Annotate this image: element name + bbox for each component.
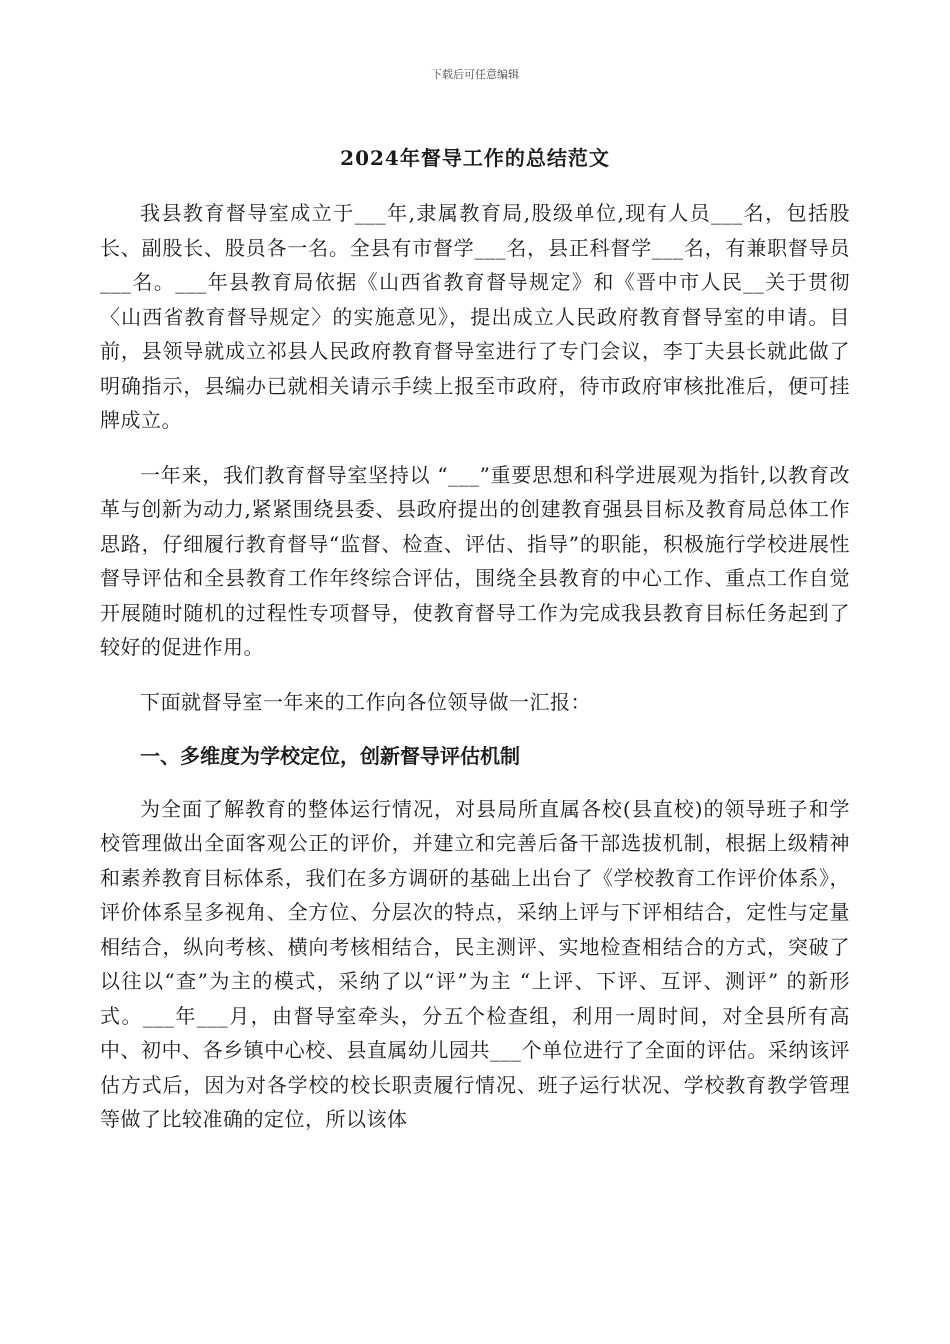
section-heading-1: 一、多维度为学校定位，创新督导评估机制: [140, 744, 520, 768]
document-title: 2024年督导工作的总结范文: [340, 146, 610, 170]
paragraph-overview: 一年来，我们教育督导室坚持以 “___”重要思想和科学进展观为指针,以教育改革与创新为动力,紧紧围绕县委、县政府提出的创建教育强县目标及教育局总体工作思路，仔细履行教育督导“监督、检查、评估、指导”的职能，积极施行学校进展性督导评估和全县教育工作年终综合评估，围绕全县教育的中心工作、重点工作自觉开展随时随机的过程性专项督导，使教育督导工作为完成我县教育目标任务起到了较好的促进作用。: [100, 462, 850, 659]
header-note: 下载后可任意编辑: [431, 68, 519, 81]
document-body: [100, 196, 850, 1157]
paragraph-report-lead: 下面就督导室一年来的工作向各位领导做一汇报：: [140, 689, 591, 714]
paragraph-section-1: 为全面了解教育的整体运行情况，对县局所直属各校(县直校)的领导班子和学校管理做出全面客观公正的评价，并建立和完善后备干部选拔机制，根据上级精神和素养教育目标体系，我们在多方调研的基础上出台了《学校教育工作评价体系》，评价体系呈多视角、全方位、分层次的特点，采纳上评与下评相结合，定性与定量相结合，纵向考核、横向考核相结合，民主测评、实地检查相结合的方式，突破了以往以“查”为主的模式，采纳了以“评”为主 “上评、下评、互评、测评” 的新形式。___年___月，由督导室牵头，分五个检查组，利用一周时间，对全县所有高中、初中、各乡镇中心校、县直属幼儿园共___个单位进行了全面的评估。采纳该评估方式后，因为对各学校的校长职责履行情况、班子运行状况、学校教育教学管理等做了比较准确的定位，所以该体: [100, 796, 850, 1131]
paragraph-intro: 我县教育督导室成立于___年,隶属教育局,股级单位,现有人员___名，包括股长、副股长、股员各一名。全县有市督学___名，县正科督学___名，有兼职督导员___名。___年县教育局依据《山西省教育督导规定》和《晋中市人民__关于贯彻〈山西省教育督导规定〉的实施意见》，提出成立人民政府教育督导室的申请。目前，县领导就成立祁县人民政府教育督导室进行了专门会议，李丁夫县长就此做了明确指示，县编办已就相关请示手续上报至市政府，待市政府审核批准后，便可挂牌成立。: [100, 201, 850, 432]
